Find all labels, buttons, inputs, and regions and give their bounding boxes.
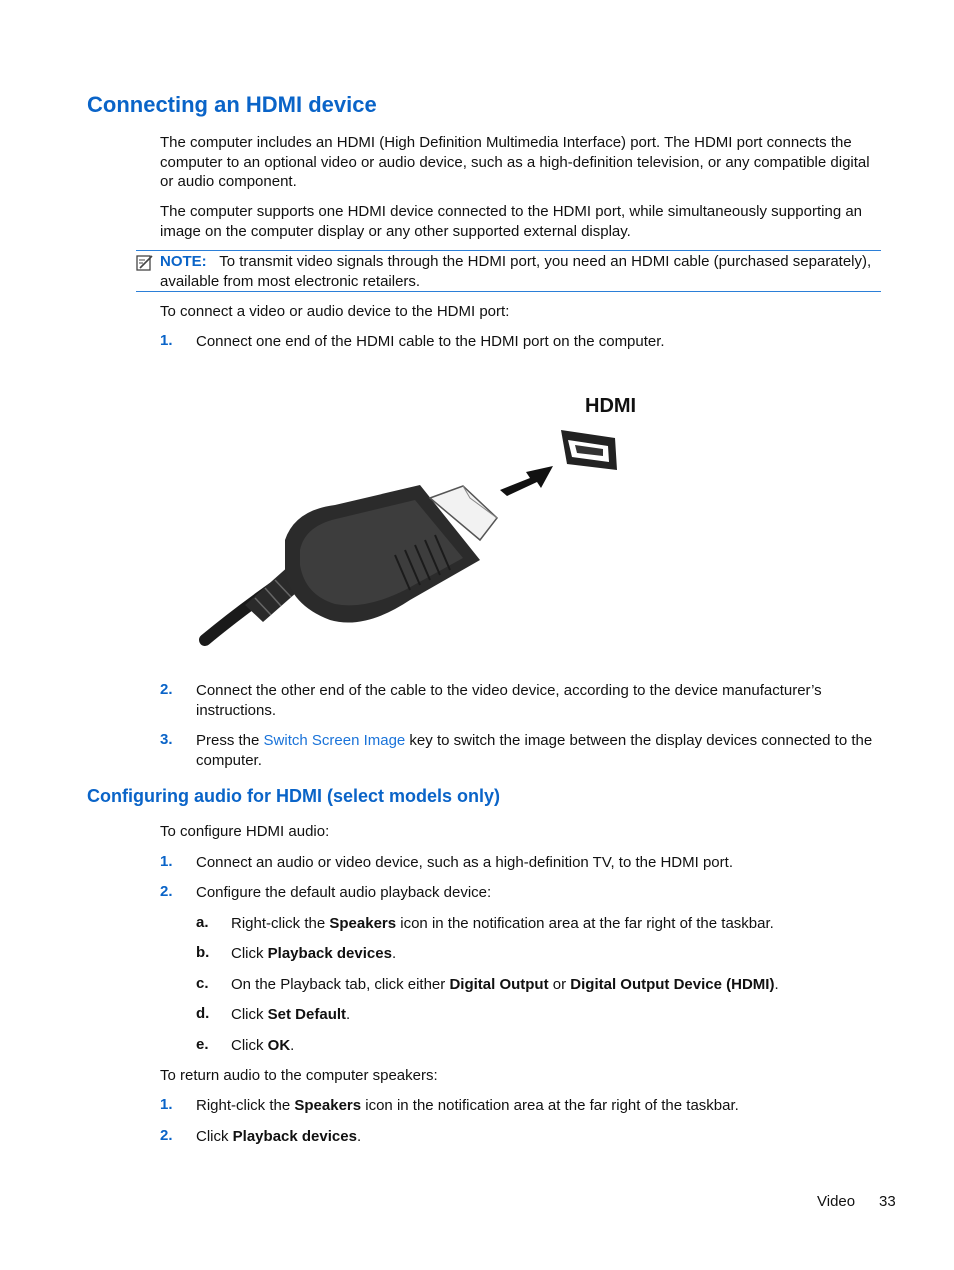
section-heading-audio: Configuring audio for HDMI (select models only) — [87, 786, 501, 806]
substep-text — [231, 1005, 884, 1025]
substep-post: . — [290, 1037, 295, 1054]
footer-section: Video — [817, 1193, 856, 1210]
step-text: Connect one end of the HDMI cable to the HDMI port on the computer. — [196, 333, 665, 350]
substep-text — [231, 975, 884, 995]
step-text — [196, 1127, 884, 1147]
substep-bold: Speakers — [329, 915, 397, 932]
substep-text — [231, 1036, 884, 1056]
substep-letter: a. — [196, 914, 209, 931]
substep-pre: Click — [231, 945, 268, 962]
insert-arrow-icon — [500, 466, 553, 496]
step-text — [196, 731, 884, 770]
substep-letter: e. — [196, 1036, 209, 1053]
substep-post: . — [346, 1006, 351, 1023]
substep-letter: d. — [196, 1005, 210, 1022]
step-text — [196, 1096, 884, 1116]
step-number: 1. — [160, 853, 173, 870]
step-post: icon in the notification area at the far right of the taskbar. — [361, 1097, 739, 1114]
substep-bold-2: Digital Output Device (HDMI) — [570, 976, 775, 993]
step-number: 2. — [160, 681, 173, 698]
step-text-pre: Press the — [196, 732, 264, 749]
connect-intro: To connect a video or audio device to the HDMI port: — [160, 303, 510, 320]
note-text-block — [160, 252, 884, 291]
substep-pre: On the Playback tab, click either — [231, 976, 450, 993]
substep-letter: b. — [196, 944, 210, 961]
hdmi-port-icon — [561, 430, 617, 470]
substep-post: . — [391, 945, 397, 962]
step-text: Connect the other end of the cable to the video device, according to the device manufacturer’s instructions. — [196, 682, 822, 719]
substep-mid: or — [548, 976, 571, 993]
substep-bold: Playback devices — [267, 945, 392, 962]
substep-bold: Set Default — [267, 1006, 347, 1023]
substep-post: icon in the notification area at the far right of the taskbar. — [396, 915, 774, 932]
paragraph-hdmi-intro: The computer includes an HDMI (High Definition Multimedia Interface) port. The HDMI port connects the computer to an optional video or audio device, such as a high-definition television, or any compatible digital or audio component. — [160, 134, 870, 190]
step-number: 1. — [160, 1096, 173, 1113]
paragraph-hdmi-support: The computer supports one HDMI device connected to the HDMI port, while simultaneously supporting an image on the computer display or any other supported external display. — [160, 203, 863, 240]
page-number: 33 — [879, 1193, 896, 1210]
substep-post: . — [774, 976, 779, 993]
note-label: NOTE: — [160, 253, 207, 270]
switch-screen-image-link[interactable]: Switch Screen Image — [263, 732, 406, 749]
note-pencil-icon — [136, 254, 154, 272]
substep-text — [231, 944, 884, 964]
audio-intro: To configure HDMI audio: — [160, 823, 330, 840]
step-post: . — [356, 1128, 362, 1145]
step-bold: Speakers — [294, 1097, 362, 1114]
note-text: To transmit video signals through the HDMI port, you need an HDMI cable (purchased separately), available from most electronic retailers. — [160, 253, 872, 290]
step-text: Connect an audio or video device, such as a high-definition TV, to the HDMI port. — [196, 854, 733, 871]
step-number: 2. — [160, 883, 173, 900]
step-text-post: key to switch the image between the display devices connected to the computer. — [196, 732, 873, 769]
step-pre: Right-click the — [196, 1097, 295, 1114]
step-number: 3. — [160, 731, 173, 748]
substep-pre: Right-click the — [231, 915, 330, 932]
substep-text — [231, 914, 884, 934]
step-number: 1. — [160, 332, 173, 349]
return-audio-intro: To return audio to the computer speakers: — [160, 1067, 438, 1084]
hdmi-connection-figure — [195, 390, 645, 670]
page-title: Connecting an HDMI device — [87, 92, 377, 117]
substep-bold: Digital Output — [449, 976, 549, 993]
substep-pre: Click — [231, 1037, 268, 1054]
step-text: Configure the default audio playback device: — [196, 884, 492, 901]
step-pre: Click — [196, 1128, 233, 1145]
step-bold: Playback devices — [232, 1128, 357, 1145]
substep-pre: Click — [231, 1006, 268, 1023]
substep-bold: OK — [267, 1037, 291, 1054]
hdmi-figure-label: HDMI — [585, 395, 637, 417]
substep-letter: c. — [196, 975, 209, 992]
step-number: 2. — [160, 1127, 173, 1144]
